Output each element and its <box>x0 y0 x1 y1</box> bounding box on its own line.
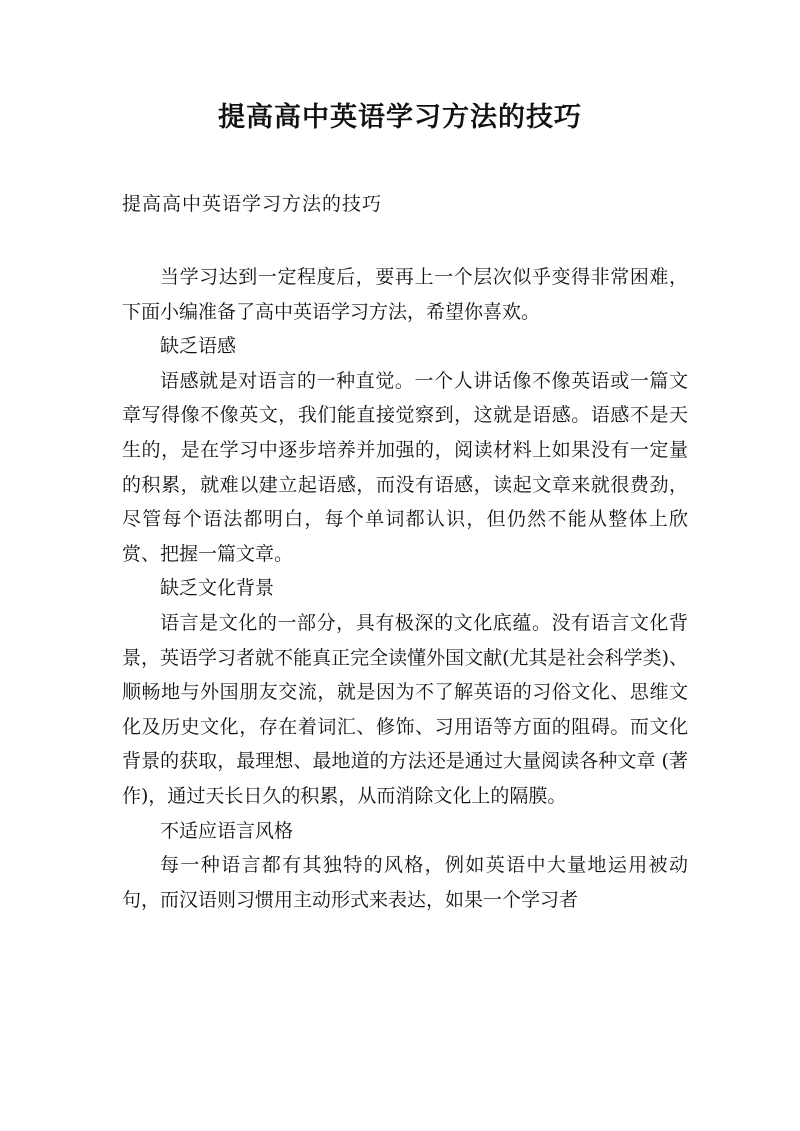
section-paragraph-cultural-background: 语言是文化的一部分，具有极深的文化底蕴。没有语言文化背景，英语学习者就不能真正完全读懂外国文献(尤其是社会科学类)、顺畅地与外国朋友交流，就是因为不了解英语的习俗文化、思维文化及历史文化，存在着词汇、修饰、习用语等方面的阻碍。而文化背景的获取，最理想、最地道的方法还是通过大量阅读各种文章 (著作)，通过天长日久的积累，从而消除文化上的隔膜。 <box>122 611 688 807</box>
section-heading-cultural-background: 缺乏文化背景 <box>160 577 275 600</box>
document-subtitle: 提高高中英语学习方法的技巧 <box>122 193 383 215</box>
section-paragraph-language-style: 每一种语言都有其独特的风格，例如英语中大量地运用被动句，而汉语则习惯用主动形式来表达，如果一个学习者 <box>122 854 688 911</box>
section-paragraph-language-sense: 语感就是对语言的一种直觉。一个人讲话像不像英语或一篇文章写得像不像英文，我们能直接觉察到，这就是语感。语感不是天生的，是在学习中逐步培养并加强的，阅读材料上如果没有一定量的积累，就难以建立起语感，而没有语感，读起文章来就很费劲，尽管每个语法都明白，每个单词都认识，但仍然不能从整体上欣赏、把握一篇文章。 <box>122 369 688 565</box>
intro-paragraph: 当学习达到一定程度后，要再上一个层次似乎变得非常困难，下面小编准备了高中英语学习方法，希望你喜欢。 <box>122 266 688 323</box>
document-body <box>122 260 688 917</box>
section-heading-language-sense: 缺乏语感 <box>160 335 237 358</box>
document-title: 提高高中英语学习方法的技巧 <box>218 102 582 133</box>
section-heading-language-style: 不适应语言风格 <box>160 819 294 842</box>
